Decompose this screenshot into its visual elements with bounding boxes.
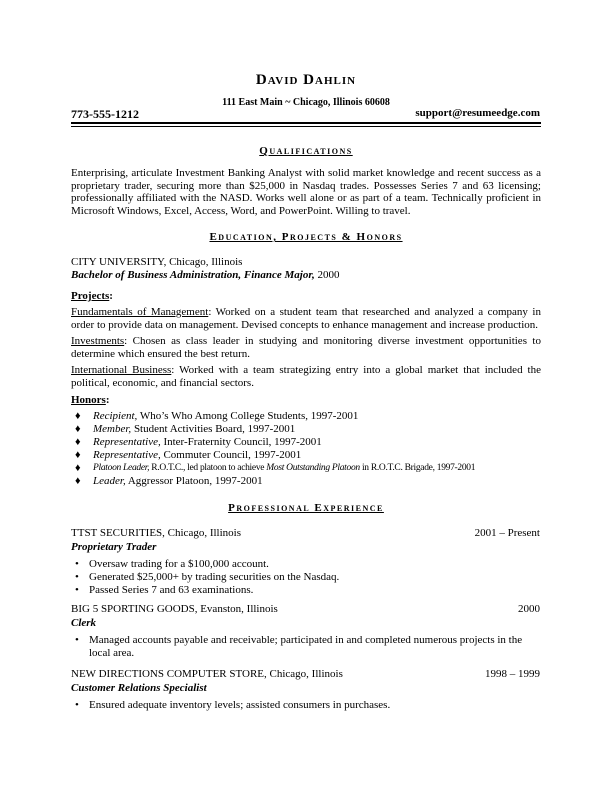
bullet-icon: • <box>75 571 79 583</box>
bullet-icon: • <box>75 558 79 570</box>
bullet-icon: • <box>75 634 79 646</box>
project-text: : Chosen as class leader in studying and monitoring diverse investment opportunities to determine which ensured the best return. <box>71 335 541 360</box>
honor-item: Representative, Inter-Fraternity Council, 1997-2001 <box>93 436 322 448</box>
degree-year: 2000 <box>314 269 340 281</box>
honors-label: Honors: <box>71 394 110 406</box>
job-dates: 2001 – Present <box>474 527 540 539</box>
honor-item: Platoon Leader, R.O.T.C., led platoon to achieve Most Outstanding Platoon in R.O.T.C. Brigade, 1997-2001 <box>93 463 476 473</box>
job-position: Proprietary Trader <box>71 541 157 553</box>
job-company: TTST SECURITIES, Chicago, Illinois <box>71 527 241 539</box>
job-bullet: Passed Series 7 and 63 examinations. <box>89 584 254 596</box>
header-rule-thin <box>71 126 541 127</box>
diamond-bullet-icon: ♦ <box>75 462 81 474</box>
job-company: BIG 5 SPORTING GOODS, Evanston, Illinois <box>71 603 278 615</box>
education-heading: Education, Projects & Honors <box>209 231 403 243</box>
job-company: NEW DIRECTIONS COMPUTER STORE, Chicago, Illinois <box>71 668 343 680</box>
job-position: Customer Relations Specialist <box>71 682 207 694</box>
qualifications-heading: Qualifications <box>259 145 353 157</box>
job-dates: 1998 – 1999 <box>485 668 540 680</box>
address: 111 East Main ~ Chicago, Illinois 60608 <box>222 97 390 108</box>
job-bullet: Ensured adequate inventory levels; assisted consumers in purchases. <box>89 699 391 711</box>
diamond-bullet-icon: ♦ <box>75 449 81 461</box>
degree-line <box>71 269 340 281</box>
job-bullet: Managed accounts payable and receivable; participated in and completed numerous projects in the local area. <box>89 634 523 659</box>
resume-name: David Dahlin <box>255 72 357 88</box>
project-item <box>71 306 541 331</box>
project-name: Investments <box>71 335 125 347</box>
bullet-icon: • <box>75 584 79 596</box>
diamond-bullet-icon: ♦ <box>75 475 81 487</box>
project-item <box>71 335 541 360</box>
job-bullet: Generated $25,000+ by trading securities on the Nasdaq. <box>89 571 340 583</box>
experience-heading: Professional Experience <box>228 502 384 514</box>
diamond-bullet-icon: ♦ <box>75 423 81 435</box>
diamond-bullet-icon: ♦ <box>75 436 81 448</box>
diamond-bullet-icon: ♦ <box>75 410 81 422</box>
project-name: Fundamentals of Management <box>71 306 209 318</box>
honor-item: Representative, Commuter Council, 1997-2001 <box>93 449 302 461</box>
project-name: International Business <box>71 364 172 376</box>
honor-item: Recipient, Who’s Who Among College Students, 1997-2001 <box>93 410 359 422</box>
project-text: : Worked with a team strategizing entry into a global market that included the political, economic, and financial sectors. <box>71 364 541 389</box>
job-bullet: Oversaw trading for a $100,000 account. <box>89 558 269 570</box>
project-text: : Worked on a student team that researched and analyzed a company in order to provide data on management. Devised concepts to enhance management and increase production. <box>71 306 541 331</box>
job-position: Clerk <box>71 617 97 629</box>
projects-label: Projects: <box>71 290 113 302</box>
phone: 773-555-1212 <box>71 107 139 121</box>
header-rule-thick <box>71 122 541 124</box>
honor-item: Member, Student Activities Board, 1997-2001 <box>93 423 296 435</box>
job-dates: 2000 <box>518 603 540 615</box>
bullet-icon: • <box>75 699 79 711</box>
honor-item: Leader, Aggressor Platoon, 1997-2001 <box>93 475 263 487</box>
qualifications-text: Enterprising, articulate Investment Banking Analyst with solid market knowledge and recent success as a proprietary trader, securing more than $25,000 in Nasdaq trades. Possesses Series 7 and 63 licensing; professionally affiliated with the NASD. Works well alone or as part of a team. Technically proficient in Microsoft Windows, Excel, Access, Word, and PowerPoint. Willing to travel. <box>71 167 541 217</box>
email: support@resumeedge.com <box>415 107 540 119</box>
school: CITY UNIVERSITY, Chicago, Illinois <box>71 256 243 268</box>
degree: Bachelor of Business Administration, Finance Major, <box>71 269 315 281</box>
project-item <box>71 364 541 389</box>
